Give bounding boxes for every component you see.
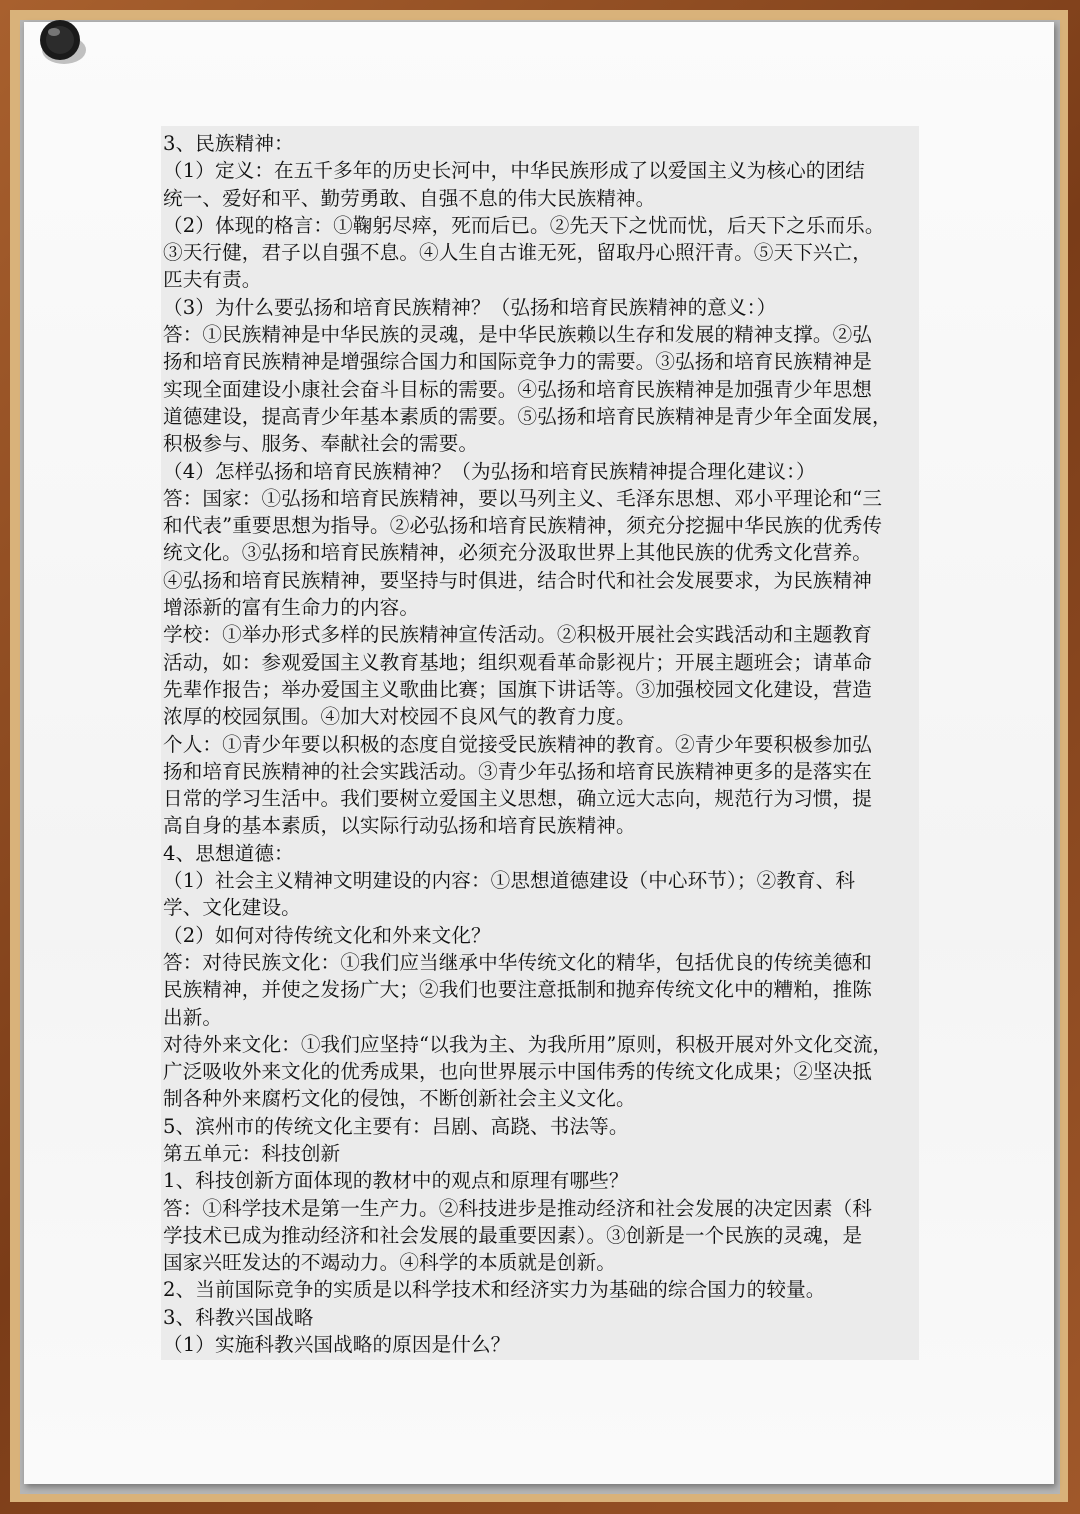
text-line: 制各种外来腐朽文化的侵蚀，不断创新社会主义文化。 (163, 1087, 636, 1111)
text-line: 答：国家：①弘扬和培育民族精神，要以马列主义、毛泽东思想、邓小平理论和“三 (163, 486, 883, 510)
text-line: 高自身的基本素质，以实际行动弘扬和培育民族精神。 (163, 814, 636, 838)
text-line: （2）体现的格言：①鞠躬尽瘁，死而后已。②先天下之忧而忧，后天下之乐而乐。 (163, 213, 885, 237)
text-line: 答：①科学技术是第一生产力。②科技进步是推动经济和社会发展的决定因素（科 (163, 1196, 872, 1220)
text-line: 学技术已成为推动经济和社会发展的最重要因素）。③创新是一个民族的灵魂，是 (163, 1223, 863, 1247)
text-line: 民族精神，并使之发扬广大；②我们也要注意抵制和抛弃传统文化中的糟粕，推陈 (163, 978, 872, 1002)
text-line: （1）社会主义精神文明建设的内容：①思想道德建设（中心环节）；②教育、科 (163, 869, 856, 893)
text-line: 浓厚的校园氛围。④加大对校园不良风气的教育力度。 (163, 705, 636, 729)
text-line: 3、民族精神： (163, 132, 294, 155)
text-line: 扬和培育民族精神是增强综合国力和国际竞争力的需要。③弘扬和培育民族精神是 (163, 350, 872, 374)
text-line: 个人：①青少年要以积极的态度自觉接受民族精神的教育。②青少年要积极参加弘 (163, 732, 872, 756)
text-line: 活动，如：参观爱国主义教育基地；组织观看革命影视片；开展主题班会；请革命 (163, 650, 872, 674)
text-line: 5、滨州市的传统文化主要有：吕剧、高跷、书法等。 (163, 1114, 629, 1138)
text-line: 学、文化建设。 (163, 896, 301, 920)
text-line: ③天行健，君子以自强不息。④人生自古谁无死，留取丹心照汗青。⑤天下兴亡， (163, 241, 872, 265)
text-line: 第五单元：科技创新 (163, 1141, 341, 1165)
text-line: 统一、爱好和平、勤劳勇敢、自强不息的伟大民族精神。 (163, 186, 656, 210)
text-line: 积极参与、服务、奉献社会的需要。 (163, 432, 479, 456)
push-pin-icon (34, 14, 90, 70)
text-line: 日常的学习生活中。我们要树立爱国主义思想，确立远大志向，规范行为习惯，提 (163, 787, 872, 811)
text-line: 广泛吸收外来文化的优秀成果，也向世界展示中国伟秀的传统文化成果；②坚决抵 (163, 1060, 872, 1084)
text-line: 4、思想道德： (163, 841, 294, 865)
text-line: （3）为什么要弘扬和培育民族精神？（弘扬和培育民族精神的意义：） (163, 295, 777, 319)
text-line: （1）实施科教兴国战略的原因是什么？ (163, 1333, 511, 1357)
text-line: 对待外来文化：①我们应坚持“以我为主、为我所用”原则，积极开展对外文化交流， (163, 1032, 893, 1056)
text-line: 统文化。③弘扬和培育民族精神，必须充分汲取世界上其他民族的优秀文化营养。 (163, 541, 872, 565)
text-line: 3、科教兴国战略 (163, 1305, 314, 1329)
text-line: （1）定义：在五千多年的历史长河中，中华民族形成了以爱国主义为核心的团结 (163, 159, 865, 183)
text-line: 先辈作报告；举办爱国主义歌曲比赛；国旗下讲话等。③加强校园文化建设，营造 (163, 677, 872, 701)
text-line: 实现全面建设小康社会奋斗目标的需要。④弘扬和培育民族精神是加强青少年思想 (163, 377, 872, 401)
text-line: 增添新的富有生命力的内容。 (163, 596, 420, 620)
text-line: 国家兴旺发达的不竭动力。④科学的本质就是创新。 (163, 1251, 616, 1275)
text-line: 和代表”重要思想为指导。②必弘扬和培育民族精神，须充分挖掘中华民族的优秀传 (163, 514, 883, 538)
document-text-block (161, 126, 919, 1360)
text-line: 匹夫有责。 (163, 268, 262, 292)
text-line: 2、当前国际竞争的实质是以科学技术和经济实力为基础的综合国力的较量。 (163, 1278, 826, 1302)
text-line: 学校：①举办形式多样的民族精神宣传活动。②积极开展社会实践活动和主题教育 (163, 623, 872, 647)
text-line: 答：对待民族文化：①我们应当继承中华传统文化的精华，包括优良的传统美德和 (163, 950, 872, 974)
text-line: 出新。 (163, 1005, 223, 1029)
text-line: 道德建设，提高青少年基本素质的需要。⑤弘扬和培育民族精神是青少年全面发展， (163, 404, 892, 428)
text-line: （2）如何对待传统文化和外来文化？ (163, 923, 491, 947)
text-line: 扬和培育民族精神的社会实践活动。③青少年弘扬和培育民族精神更多的是落实在 (163, 759, 872, 783)
text-line: 1、科技创新方面体现的教材中的观点和原理有哪些？ (163, 1169, 629, 1193)
text-line: 答：①民族精神是中华民族的灵魂，是中华民族赖以生存和发展的精神支撑。②弘 (163, 323, 872, 347)
text-line: ④弘扬和培育民族精神，要坚持与时俱进，结合时代和社会发展要求，为民族精神 (163, 568, 872, 592)
text-line: （4）怎样弘扬和培育民族精神？（为弘扬和培育民族精神提合理化建议：） (163, 459, 816, 483)
